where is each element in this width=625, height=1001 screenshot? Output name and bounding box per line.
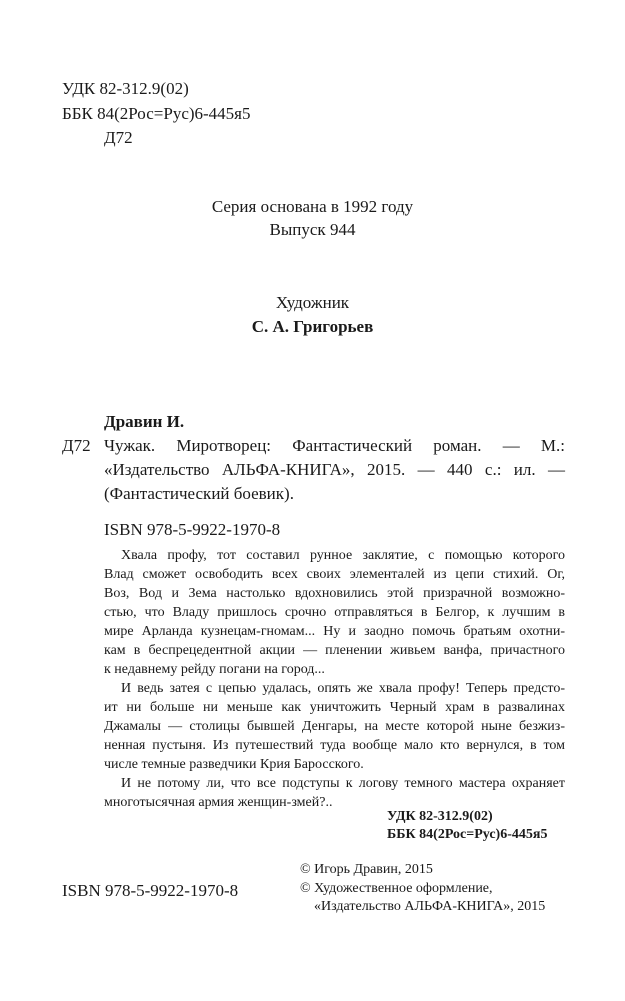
- annotation-line: к недавнему рейду погани на город...: [104, 662, 325, 677]
- entry-isbn: ISBN 978-5-9922-1970-8: [104, 520, 281, 539]
- series-founded: Серия основана в 1992 году: [211, 197, 414, 216]
- annotation-line: многотысячная армия женщин-змей?..: [104, 795, 333, 810]
- annotation-line: Хвала профу, тот составил рунное заклятие, с помощью которого: [121, 548, 565, 563]
- annotation-line: стью, что Владу пришлось срочно отправляться в Белгор, к лучшим в: [104, 605, 565, 620]
- entry-author: Дравин И.: [104, 412, 185, 431]
- bbk-code: ББК 84(2Рос=Рус)6-445я5: [62, 104, 251, 123]
- annotation-line: Воз, Вод и Зема настолько вдохновились этой призрачной возможно-: [104, 586, 565, 601]
- artist-label: Художник: [275, 293, 350, 312]
- annotation-line: Влад сможет освободить всех своих элементалей из цепи стихий. Ог,: [104, 567, 565, 582]
- annotation-line: И не потому ли, что все подступы к логову темного мастера охраняет: [121, 776, 565, 791]
- entry-author-mark: Д72: [62, 436, 91, 455]
- entry-line: (Фантастический боевик).: [104, 484, 294, 503]
- annotation-line: кам в беспрецедентной акции — пленении живьем ванфа, причастного: [104, 643, 565, 658]
- udk-code-bottom: УДК 82-312.9(02): [387, 809, 493, 824]
- annotation-line: мире Арланда кузнецам-гномам... Ну и заодно помочь братьям охотни-: [104, 624, 565, 639]
- series-issue: Выпуск 944: [269, 220, 356, 239]
- bbk-code-bottom: ББК 84(2Рос=Рус)6-445я5: [387, 827, 548, 842]
- annotation-line: И ведь затея с цепью удалась, опять же хвала профу! Теперь предсто-: [121, 681, 565, 696]
- annotation-line: ит ни больше ни меньше как уничтожить Черный храм в развалинах: [104, 700, 565, 715]
- entry-line: «Издательство АЛЬФА-КНИГА», 2015. — 440 с.: ил. —: [104, 460, 565, 479]
- udk-code: УДК 82-312.9(02): [62, 79, 189, 98]
- copyright-design: © Художественное оформление,: [300, 881, 493, 896]
- artist-name: С. А. Григорьев: [251, 317, 374, 336]
- copyright-author: © Игорь Дравин, 2015: [300, 862, 433, 877]
- copyright-publisher: «Издательство АЛЬФА-КНИГА», 2015: [314, 899, 546, 914]
- annotation-line: ненная пустыня. Из путешествий туда вообще мало кто вернулся, в том: [104, 738, 565, 753]
- isbn-bottom: ISBN 978-5-9922-1970-8: [62, 881, 239, 900]
- annotation-line: Джамалы — столицы бывшей Денгары, на месте которой ныне безжиз-: [104, 719, 565, 734]
- annotation-line: числе темные разведчики Крия Баросского.: [104, 757, 364, 772]
- author-mark: Д72: [104, 128, 133, 147]
- entry-line: Чужак. Миротворец: Фантастический роман. — М.:: [104, 436, 565, 455]
